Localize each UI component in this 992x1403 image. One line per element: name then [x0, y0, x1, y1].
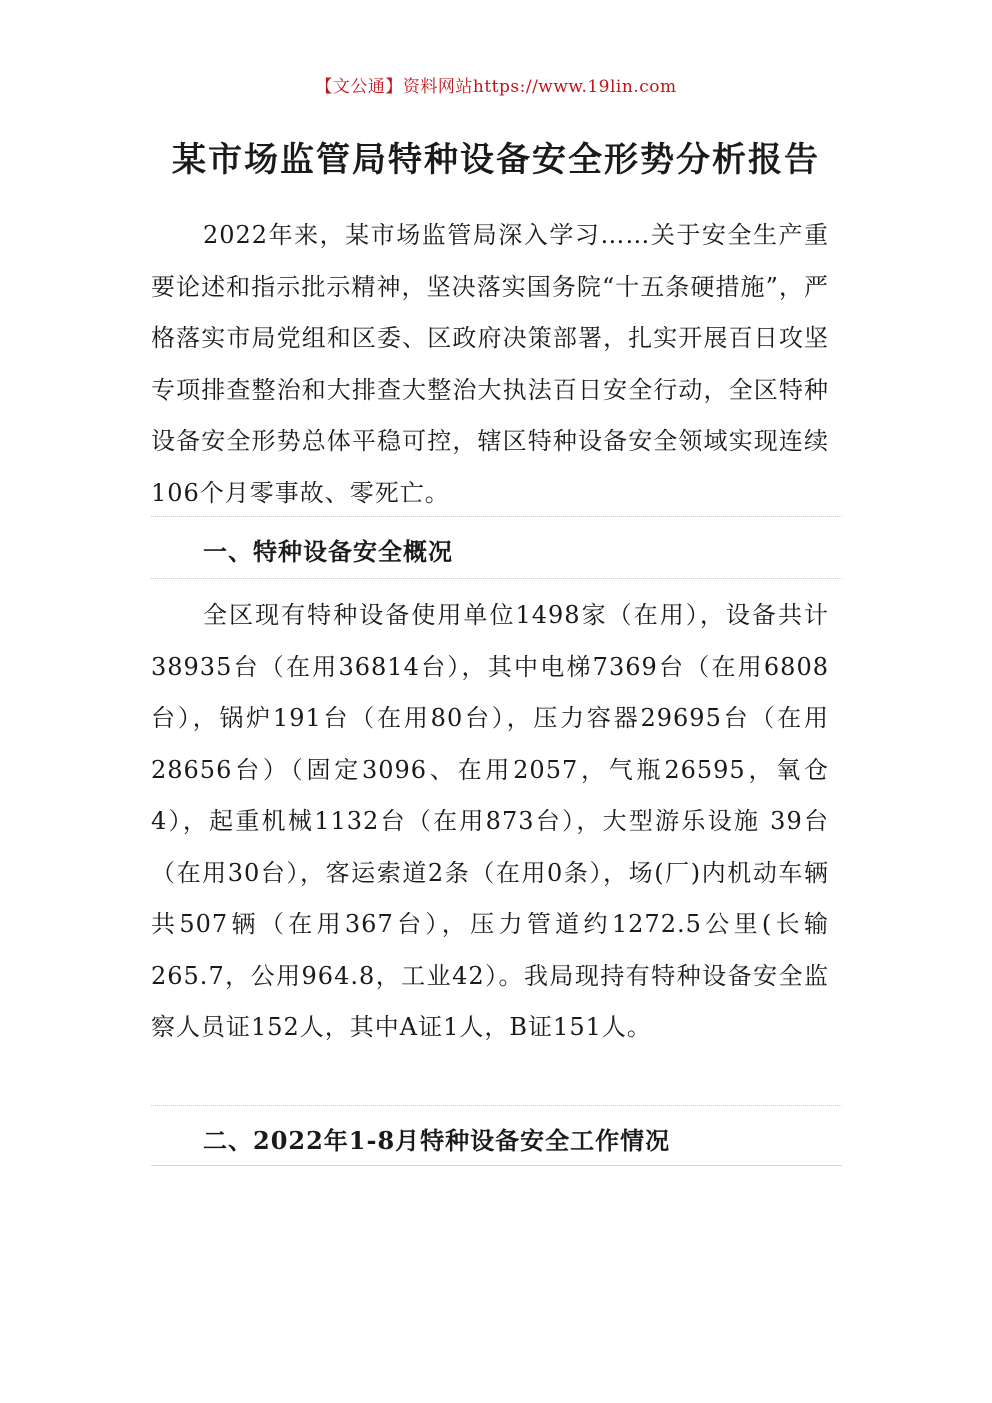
section-divider [151, 516, 842, 517]
site-header-watermark: 【文公通】资料网站https://www.19lin.com [315, 77, 677, 97]
section-heading-work-status: 二、2022年1-8月特种设备安全工作情况 [203, 1126, 671, 1155]
section-heading-overview: 一、特种设备安全概况 [203, 537, 453, 566]
section-divider [151, 1105, 842, 1106]
section-divider [151, 578, 842, 579]
document-title: 某市场监管局特种设备安全形势分析报告 [172, 140, 820, 180]
intro-paragraph: 2022年来，某市场监管局深入学习……关于安全生产重要论述和指示批示精神，坚决落实国务院“十五条硬措施”，严格落实市局党组和区委、区政府决策部署，扎实开展百日攻坚专项排查整治和大排查大整治大执法百日安全行动，全区特种设备安全形势总体平稳可控，辖区特种设备安全领域实现连续106个月零事故、零死亡。 [151, 221, 829, 507]
section-divider [151, 1165, 842, 1166]
overview-paragraph: 全区现有特种设备使用单位1498家（在用），设备共计38935台（在用36814台），其中电梯7369台（在用6808台），锅炉191台（在用80台），压力容器29695台（在用28656台）（固定3096、在用2057，气瓶26595，氧仓4），起重机械1132台（在用873台），大型游乐设施 39台（在用30台），客运索道2条（在用0条），场(厂)内机动车辆共507辆（在用367台），压力管道约1272.5公里(长输265.7，公用964.8，工业42）。我局现持有特种设备安全监察人员证152人，其中A证1人，B证151人。 [151, 601, 829, 1041]
